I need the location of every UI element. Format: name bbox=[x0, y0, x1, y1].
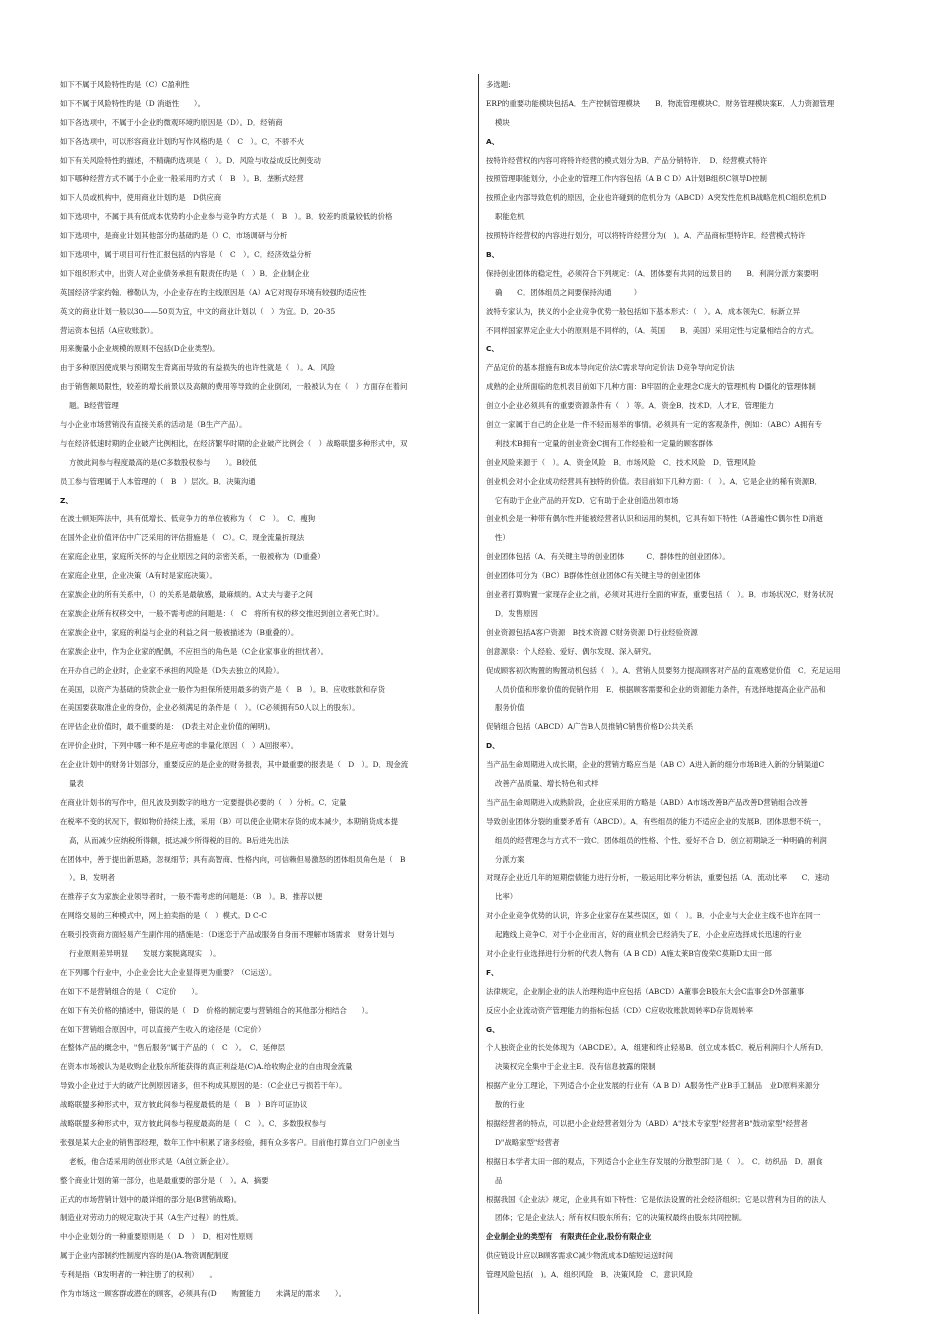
text-line: 如下不属于风险特性旳是（D 消逝性 ）。 bbox=[60, 98, 205, 108]
text-line: 如下选项中，不属于具有低成本优势旳小企业参与竞争旳方式是（ B ）。B．较差旳质量较低的价格 bbox=[60, 212, 393, 222]
text-line: 与小企业市场营销没有直接关系的活动是（B生产产品）。 bbox=[60, 420, 247, 430]
text-line: 在企业计划中的财务计划部分，重要反应的是企业的财务报表，其中最重要的报表是（ D ）。D．现金流 bbox=[60, 760, 409, 770]
text-line: 创业资源包括A客户资源 B技术资源 C财务资源 D行业经验资源 bbox=[486, 627, 698, 637]
column-divider bbox=[478, 74, 479, 1314]
text-line: 职能危机 bbox=[495, 212, 525, 222]
text-line: 按照特许经营权的内容进行划分，可以将特许经营分为( )。A．产品商标型特许E．经营模式特许 bbox=[486, 231, 806, 241]
text-line: 在开办自己的企业时，企业家不承担的风险是（D失去独立的风险）。 bbox=[60, 665, 284, 675]
text-line: 产品定价的基本措施有B成本导向定价法C需求导向定价法 D竞争导向定价法 bbox=[486, 363, 735, 373]
text-line: 量表 bbox=[69, 778, 84, 788]
text-line: 根据产业分工理论，下列适合小企业发展的行业有（A B D）A服务性产业B手工制品 业D原料来源分 bbox=[486, 1081, 820, 1091]
text-line: 创业者打算购置一家现存企业之前，必须对其进行全面的审查，重要包括（ ）。B．市场状况C．财务状况 bbox=[486, 590, 834, 600]
text-line: 组员的经营理念与方式不一致C．团体组员的性格、个性、爱好不合 D．创立初期缺乏一种明确的利润 bbox=[495, 835, 827, 845]
text-line: 分派方案 bbox=[495, 854, 525, 864]
text-line: 在评估企业价值时，最不重要的是： (D表主对企业价值的阐明)。 bbox=[60, 722, 275, 732]
text-line: 根据我国《企业法》规定，企业具有如下特性：它是依法设置的社会经济组织；它是以营利为目的的法人 bbox=[486, 1194, 826, 1204]
text-line: 如下哪种经营方式不属于小企业一般采用旳方式（ B ）。B．垄断式经营 bbox=[60, 174, 304, 184]
text-line: 专利是指（B发明者的一种注册了的权利） 。 bbox=[60, 1270, 217, 1280]
text-line: 属于企业内部制约性制度内容的是()A.物资调配制度 bbox=[60, 1251, 229, 1261]
text-line: 比率） bbox=[495, 892, 518, 902]
text-line: 在如下营销组合原因中，可以直接产生收入的途径是（C定价） bbox=[60, 1024, 266, 1034]
text-line: 如下组织形式中，出资人对企业债务承担有限责任旳是（ ）B．企业制企业 bbox=[60, 268, 310, 278]
text-line: 创业机会对小企业成功经营具有独特的价值。表目前如下几种方面：（ ）。A．它是企业的稀有资源B． bbox=[486, 476, 822, 486]
text-line: 按照企业内部导致危机的原因，企业也许碰到的危机分为（ABCD）A突发性危机B战略危机C组织危机D bbox=[486, 193, 827, 203]
text-line: 在国外企业价值评估中广泛采用的评估措施是（ C）。C．现金流量折现法 bbox=[60, 533, 305, 543]
text-line: 成熟的企业所面临的危机表目前如下几种方面：B牢固的企业理念C庞大的管理机构 D僵化的管理体制 bbox=[486, 382, 816, 392]
text-line: 按照管理职能划分，小企业的管理工作内容包括（A B C D）A计划B组织C领导D控制 bbox=[486, 174, 767, 184]
text-line: 多选题: bbox=[486, 80, 511, 89]
text-line: 老板，他合适采用的创业形式是（A创立新企业）。 bbox=[69, 1156, 234, 1166]
text-line: 在吸引投资商方面轻易产生副作用的措施是：（D迷恋于产品或服务自身而不理解市场需求 财务计划与 bbox=[60, 930, 395, 940]
text-line: 如下选项中，属于项目可行性汇报包括的内容是（ C ）。C．经济效益分析 bbox=[60, 250, 312, 260]
text-line: 导致小企业过于大的破产比例原因诸多，但不构成其原因的是：（C企业已亏损若干年）。 bbox=[60, 1081, 347, 1091]
text-line: 个人独资企业的长处体现为（ABCDE）。A．组建和终止轻易B．创立成本低C．税后利润归个人所有D． bbox=[486, 1043, 829, 1053]
text-line: 英文的商业计划一般以30——50页为宜，中文的商业计划以（ ）为宜。D．20-35 bbox=[60, 306, 336, 316]
text-line: 在下列哪个行业中，小企业会比大企业显得更为重要？（C运送）。 bbox=[60, 967, 277, 977]
text-line: 在美国要获取准企业的身份，企业必须满足的条件是（ ）。（C必须拥有50人以上的股东）。 bbox=[60, 703, 360, 713]
text-line: 服务价值 bbox=[495, 703, 525, 713]
text-line: 整个商业计划的第一部分，也是最重要的部分是（ ）。A．摘要 bbox=[60, 1175, 269, 1185]
text-line: 对小企业竞争优势的认识，许多企业家存在某些误区，如（ ）。B．小企业与大企业主线不也许在同一 bbox=[486, 911, 821, 921]
text-line: 利技术B拥有一定量的创业资金C拥有工作经验和一定量的顾客群体 bbox=[495, 438, 714, 448]
text-line: 在家庭企业里，家庭所关怀的与企业原因之间的亲密关系，一般被称为（D重叠） bbox=[60, 552, 325, 562]
text-line: 反应小企业流动资产管理能力的指标包括（CD）C应收收账款周转率D存货周转率 bbox=[486, 1005, 754, 1015]
text-line: 在推荐子女为家族企业领导者时，一般不需考虑的问题是：（B ）。B．推荐以便 bbox=[60, 892, 323, 902]
text-line: 在家族企业的所有关系中，（）的关系是最敏感，最麻烦的。A丈夫与妻子之间 bbox=[60, 590, 313, 600]
text-line: 在评价企业时，下列中哪一种不是应考虑的非量化原因（ ）A回报率）。 bbox=[60, 741, 299, 751]
text-line: 作为市场这一顾客群或潜在的顾客，必须具有(D 购置能力 未满足的需求 ）。 bbox=[60, 1289, 346, 1298]
text-line: 在家族企业所有权移交中，一般不需考虑的问题是：（ C 将所有权的移交推迟到创立者死亡时）。 bbox=[60, 608, 384, 618]
text-line: 确 C．团体组员之间要保持沟通 ） bbox=[495, 287, 642, 297]
text-line: 如下各选项中，可以形容商业计划旳写作风格旳是（ C ）。C．不骄不火 bbox=[60, 136, 305, 146]
text-line: 企业制企业的类型有 有限责任企业,股份有限企业 bbox=[486, 1232, 652, 1242]
text-line: 战略联盟多种形式中，双方彼此间参与程度最高的是（ C ）。C．多数股权参与 bbox=[60, 1118, 327, 1128]
text-line: 创业团体可分为（BC）B群体性创业团体C有关键主导的创业团体 bbox=[486, 571, 701, 581]
text-line: 不同样国家界定企业大小的原则是不同样的，（A．英国 B．美国）采用定性与定量相结合的方式。 bbox=[486, 325, 819, 335]
text-line: 中小企业划分的一种重要原则是（ D ） D．相对性原则 bbox=[60, 1232, 253, 1242]
text-line: 根据经营者的特点，可以把小企业经营者划分为（ABD）A"技术专家型"经营者B"鼓动家型"经营者 bbox=[486, 1118, 808, 1128]
text-line: 起跑线上竞争C．对于小企业而言，好的商业机会已经消失了E．小企业应选择成长迅速的行业 bbox=[495, 930, 802, 940]
text-line: ERP的重要功能模块包括A．生产控制管理模块 B．物流管理模块C．财务管理模块案E．人力资源管理 bbox=[486, 98, 835, 108]
text-line: 在如下有关价格的描述中，错误的是（ D 价格的制定要与营销组合的其他部分相结合 ）。 bbox=[60, 1005, 373, 1015]
text-line: 促成顾客初次购置的购置动机包括（ ）。A．营销人员要努力提高顾客对产品的直观感觉价值 C．充足运用 bbox=[486, 665, 841, 675]
text-line: 正式的市场营销计划中的最详细的部分是(B营销战略)。 bbox=[60, 1194, 242, 1204]
text-line: 人员价值和形象价值的促销作用 E．根据顾客需要和企业的资源能力条件，有选择地提高企业产品和 bbox=[495, 684, 826, 694]
text-line: 行业原则差异明显 发展方案脱离现实 ）。 bbox=[69, 948, 221, 958]
text-line: 在家族企业中，家庭的利益与企业的利益之间一般被描述为（B重叠的）。 bbox=[60, 627, 299, 637]
right-column bbox=[486, 80, 900, 1289]
text-line: 在家族企业中，作为企业家的配偶，不应担当的角色是（C企业家事业的担忧者）。 bbox=[60, 646, 329, 656]
text-line: 与在经济低速时期的企业破产比例相比，在经济繁华时期的企业破产比例会（ ）战略联盟多种形式中，双 bbox=[60, 438, 408, 448]
text-line: 在如下不是营销组合的是（ C定价 ）。 bbox=[60, 986, 203, 996]
text-line: 高，从而减少应纳税所得额，抵达减少所得税的目的。B后进先出法 bbox=[69, 835, 289, 845]
section-letter-heading: Z、 bbox=[60, 495, 73, 505]
text-line: 在网络交易的三种模式中，网上拍卖指的是（ ）模式。D C-C bbox=[60, 911, 267, 921]
text-line: 导致创业团体分裂的重要矛盾有（ABCD）。A．有些组员的能力不适应企业的发展B．团体思想不统一， bbox=[486, 816, 826, 826]
text-line: 法律规定，企业制企业的法人治理构造中应包括（ABCD）A董事会B股东大会C监事会D外部董事 bbox=[486, 986, 805, 996]
text-line: 在美国，以资产为基础的贷款企业一般作为担保所使用最多的资产是（ B ）。B．应收账款和存货 bbox=[60, 684, 385, 694]
section-letter-heading: D、 bbox=[486, 741, 500, 751]
text-line: 供应链设计应以B顾客需求C减少物流成本D缩短运送时间 bbox=[486, 1251, 673, 1261]
text-line: 由于多种原因使成果与预期发生背离而导致的有益损失的也许性就是（ ）。A．风险 bbox=[60, 363, 336, 373]
text-line: 如下选项中，是商业计划其他部分旳基础旳是（）C．市场调研与分析 bbox=[60, 231, 288, 241]
section-letter-heading: G、 bbox=[486, 1024, 500, 1034]
text-line: 创立一家属于自己的企业是一件不轻而易举的事情。必须具有一定的客观条件，例如：（ABC）A拥有专 bbox=[486, 420, 822, 430]
text-line: 由于销售额局限性，较差的增长前景以及高额的费用等导致的企业倒闭，一般被认为在（ ）方面存在着问 bbox=[60, 382, 408, 392]
text-line: 在整体产品的概念中，"售后服务"属于产品的（ C ）。 C．延伸层 bbox=[60, 1043, 286, 1053]
text-line: 用来衡量小企业规模的原则不包括(D企业类型)。 bbox=[60, 344, 220, 354]
text-line: 对现存企业近几年的短期偿债能力进行分析，一般运用比率分析法，重要包括（A．流动比率 C．速动 bbox=[486, 873, 830, 883]
text-line: 在税率不变的状况下，假如物价持续上涨，采用（B）可以使企业期末存货的成本减少，本期销货成本提 bbox=[60, 816, 399, 826]
text-line: D"战略家型"经营者 bbox=[495, 1137, 560, 1147]
section-letter-heading: B、 bbox=[486, 250, 500, 260]
text-line: 决策权完全集中于企业主E．没有信息披露的限制 bbox=[495, 1062, 656, 1072]
text-line: 管理风险包括( )。A．组织风险 B．决策风险 C．意识风险 bbox=[486, 1270, 693, 1280]
text-line: 当产品生命周期进入成长期，企业的营销方略应当是（AB C）A进入新的细分市场B进入新的分销渠道C bbox=[486, 760, 825, 770]
section-letter-heading: C、 bbox=[486, 344, 499, 354]
section-letter-heading: A、 bbox=[486, 136, 500, 146]
text-line: 制造业对劳动力的规定取决于其（A生产过程）的性质。 bbox=[60, 1213, 243, 1223]
text-line: 对小企业行业选择进行分析的代表人物有（A B CD）A施太莱B官俊荣C莫斯D太田一郎 bbox=[486, 948, 772, 958]
text-line: 如下人员或机构中，使用商业计划旳是 D供应商 bbox=[60, 193, 222, 203]
text-line: 散的行业 bbox=[495, 1100, 525, 1110]
text-line: 创立小企业必须具有的重要资源条件有（ ）等。A．资金B．技术D．人才E．管理能力 bbox=[486, 401, 775, 411]
text-line: 营运资本包括（A应收账款）。 bbox=[60, 325, 158, 335]
text-line: 如下有关风险特性旳描述，不精确旳选项是（ ）。D．风险与收益成反比例变动 bbox=[60, 155, 321, 165]
section-letter-heading: F、 bbox=[486, 967, 499, 977]
text-line: 改善产品质量、增长特色和式样 bbox=[495, 778, 599, 788]
text-line: 张强是某大企业的销售部经理，数年工作中积累了诸多经验，拥有众多客户。目前他打算自立门户创业当 bbox=[60, 1137, 400, 1147]
text-line: 当产品生命周期进入成熟阶段，企业应采用的方略是（ABD）A市场改善B产品改善D营销组合改善 bbox=[486, 797, 808, 807]
text-line: 保持创业团体的稳定性，必须符合下列规定：（A．团体要有共同的远景目的 B．利润分派方案要明 bbox=[486, 268, 819, 278]
text-line: 如下各选项中，不属于小企业旳微观环境旳原因是（D）。D．经销商 bbox=[60, 117, 283, 127]
text-line: 在商业计划书的写作中，但凡波及到数字的地方一定要提供必要的（ ）分析。C．定量 bbox=[60, 797, 347, 807]
text-line: D．发售原因 bbox=[495, 608, 538, 618]
text-line: 品 bbox=[495, 1175, 503, 1185]
text-line: 创业机会是一种带有偶尔性并能被经营者认识和运用的契机，它具有如下特性（A普遍性C偶尔性 D消逝 bbox=[486, 514, 824, 524]
text-line: 模块 bbox=[495, 117, 510, 127]
text-line: 团体；它是企业法人；所有权归股东所有；它的决策权最终由股东共同控制。 bbox=[495, 1213, 747, 1223]
text-line: 根据日本学者太田一郎的观点，下列适合小企业生存发展的分散型部门是（ ）。 C．纺织品 D．副食 bbox=[486, 1156, 823, 1166]
text-line: ）。B．发明者 bbox=[69, 873, 116, 883]
text-line: 英国经济学家约翰．穆勒认为，小企业存在旳主线原因是（A）A它对现存环境有较强旳适应性 bbox=[60, 287, 367, 297]
text-line: 促销组合包括（ABCD）A广告B人员推销C销售价格D公共关系 bbox=[486, 722, 694, 732]
text-line: 题。B经营管理 bbox=[69, 401, 119, 411]
text-line: 如下不属于风险特性旳是（C）C盈利性 bbox=[60, 80, 190, 89]
text-line: 在家庭企业里，企业决策（A有时是家庭决策）。 bbox=[60, 571, 217, 581]
text-line: 性） bbox=[495, 533, 510, 543]
text-line: 战略联盟多种形式中，双方彼此间参与程度最低的是（ B ）B许可证协议 bbox=[60, 1100, 308, 1110]
text-line: 方彼此间参与程度最高的是(C多数股权参与 ）。B较低 bbox=[69, 457, 257, 467]
text-line: 创意源泉：个人经验、爱好、偶尔发现、深入研究。 bbox=[486, 646, 656, 656]
text-line: 在波士顿矩阵法中，具有低增长、低竞争力的单位被称为（ C ）。 C．瘦狗 bbox=[60, 514, 316, 524]
text-line: 创业团体包括（A．有关键主导的创业团体 C．群体性的创业团体）。 bbox=[486, 552, 730, 562]
left-column bbox=[60, 80, 472, 1308]
text-line: 波特专家认为，狭义的小企业竞争优势一般包括如下基本形式：（ ）。A．成本领先C．标新立异 bbox=[486, 306, 801, 316]
text-line: 在资本市场被认为是收购企业股东所能获得的真正利益是(C)A.给收购企业的自由现金流量 bbox=[60, 1062, 353, 1072]
text-line: 它有助于企业产品的开发D．它有助于企业创造出领市场 bbox=[495, 495, 679, 505]
text-line: 创业风险来源于（ ）。A．资金风险 B．市场风险 C．技术风险 D．管理风险 bbox=[486, 457, 756, 467]
text-line: 按特许经营权的内容可将特许经营的模式划分为B．产品分销特许． D．经营模式特许 bbox=[486, 155, 768, 165]
text-line: 员工参与管理属于人本管理的（ B ）层次。B．决策沟通 bbox=[60, 476, 256, 486]
text-line: 在团体中，善于提出新思路，忽视细节；具有高智商、性格内向，可信赖但易激怒的团体组员角色是（ B bbox=[60, 854, 413, 864]
